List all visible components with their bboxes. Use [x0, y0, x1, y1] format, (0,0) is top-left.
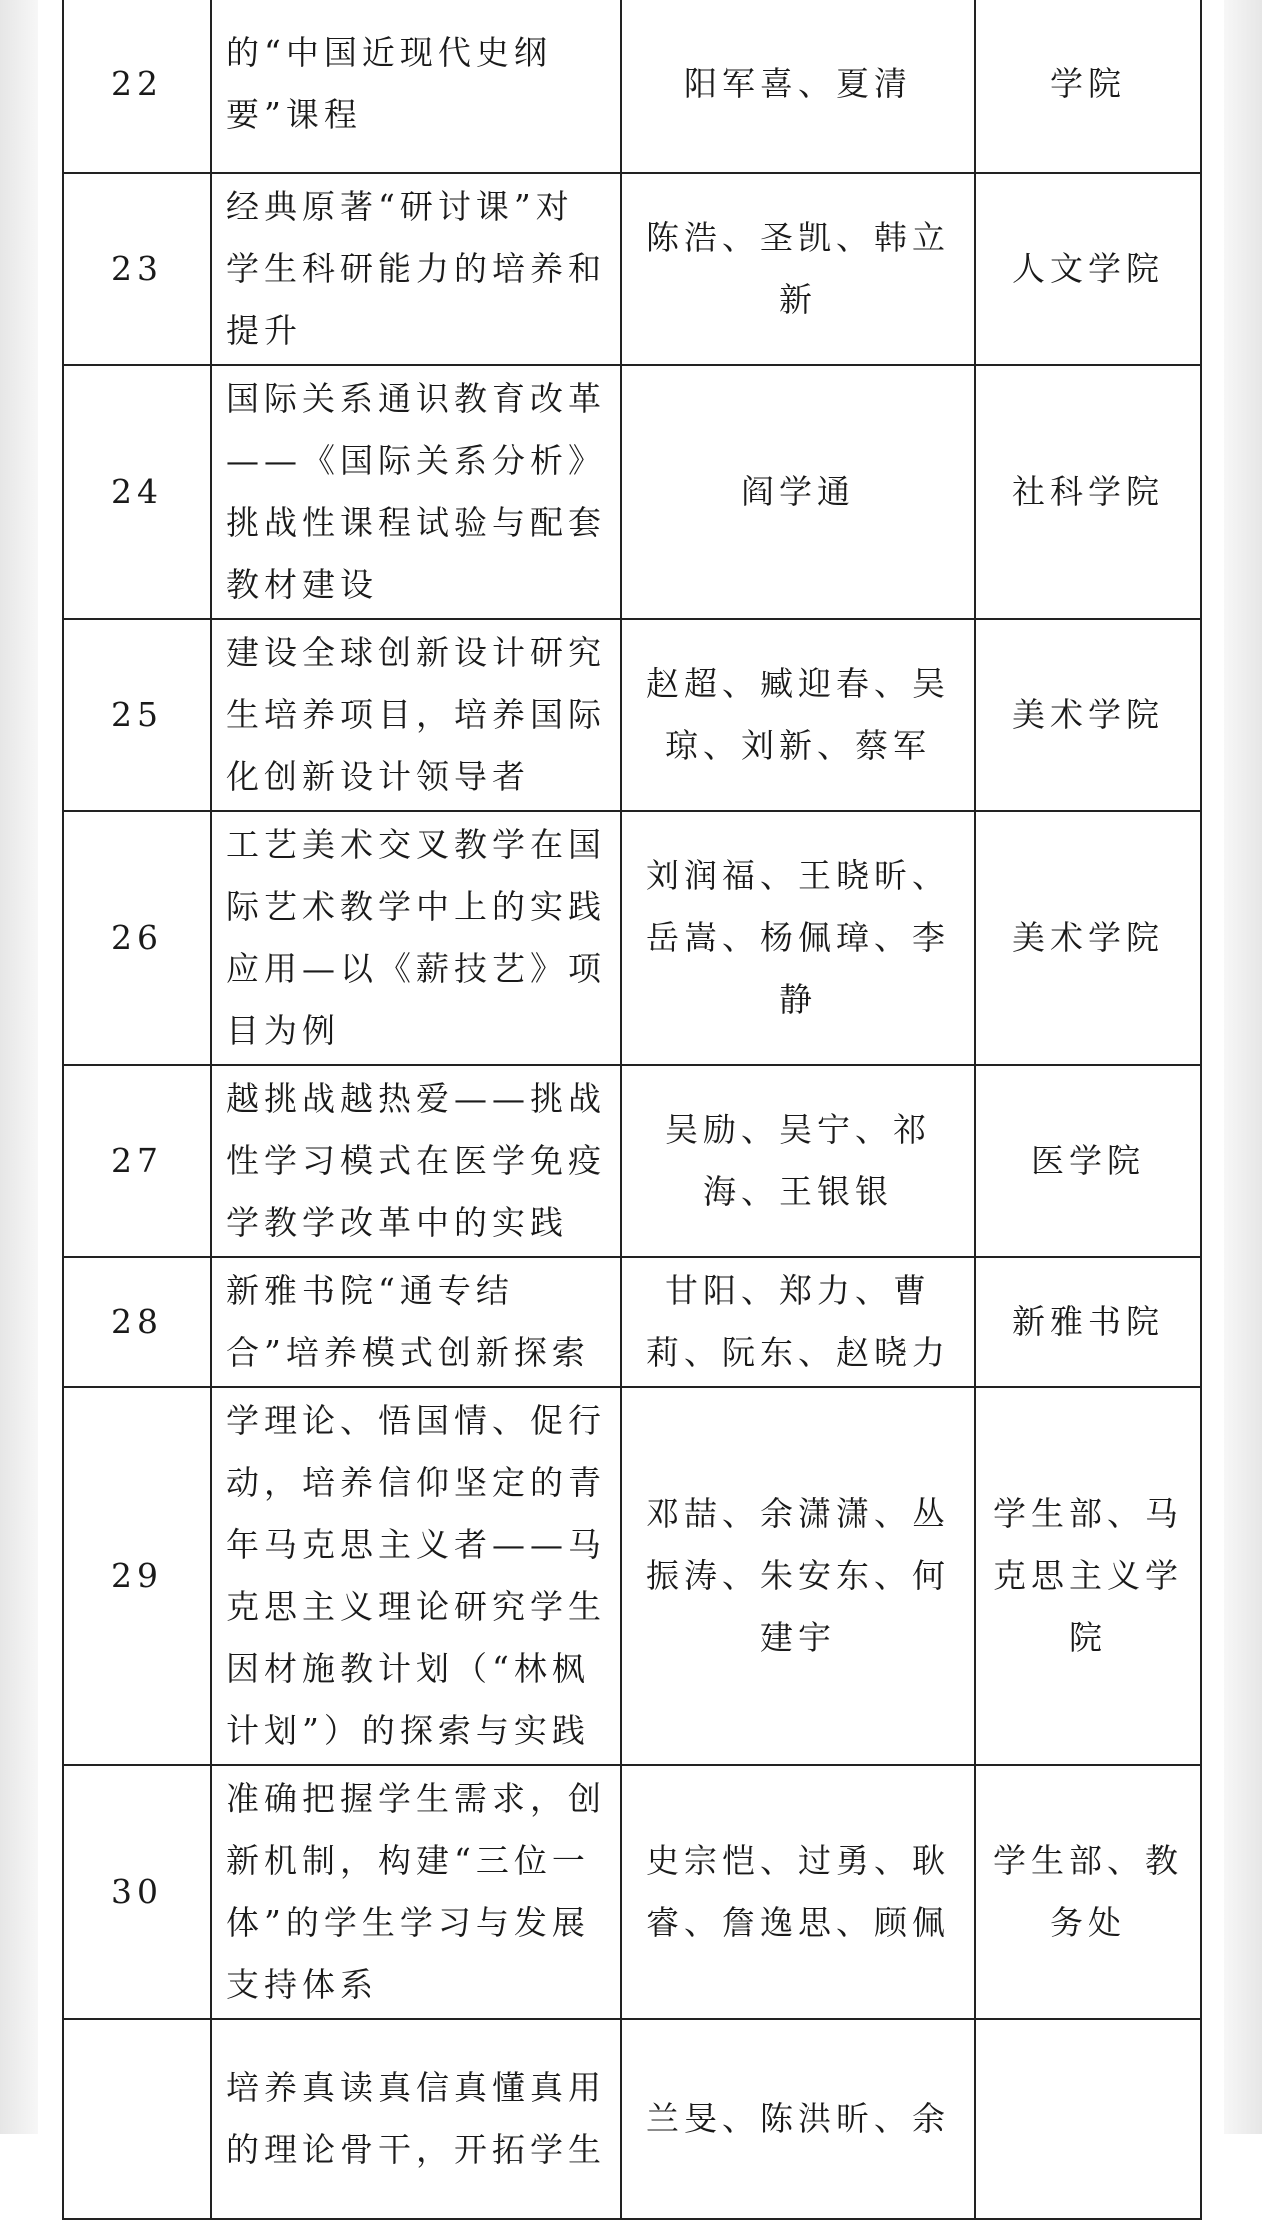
table-row — [63, 1065, 1201, 1257]
project-title-cell — [211, 1387, 621, 1765]
project-members: 陈浩、圣凯、韩立新 — [646, 218, 950, 319]
projects-table-body — [63, 0, 1201, 2219]
project-department: 新雅书院 — [1012, 1302, 1164, 1341]
row-number: 25 — [111, 695, 163, 734]
project-department: 社科学院 — [1012, 472, 1164, 511]
row-number-cell — [63, 811, 211, 1065]
row-number-cell — [63, 1387, 211, 1765]
table-row — [63, 619, 1201, 811]
project-title: 新雅书院“通专结合”培养模式创新探索 — [226, 1271, 590, 1372]
row-number: 24 — [111, 472, 163, 511]
row-number-cell — [63, 173, 211, 365]
project-department: 人文学院 — [1012, 249, 1164, 288]
project-department-cell — [975, 0, 1201, 173]
project-title: 越挑战越热爱——挑战性学习模式在医学免疫学教学改革中的实践 — [226, 1079, 606, 1242]
table-row — [63, 811, 1201, 1065]
row-number: 28 — [111, 1302, 163, 1341]
row-number: 23 — [111, 249, 163, 288]
project-members-cell — [621, 1387, 975, 1765]
table-row — [63, 1765, 1201, 2019]
project-department-cell — [975, 1257, 1201, 1387]
table-row — [63, 0, 1201, 173]
project-members-cell — [621, 365, 975, 619]
table-row — [63, 1387, 1201, 1765]
project-department-cell — [975, 619, 1201, 811]
project-members-cell — [621, 1765, 975, 2019]
project-members: 赵超、臧迎春、吴琼、刘新、蔡军 — [646, 664, 950, 765]
project-members-cell — [621, 173, 975, 365]
row-number: 26 — [111, 918, 163, 957]
row-number: 22 — [111, 64, 163, 103]
project-title: 的“中国近现代史纲要”课程 — [226, 33, 552, 134]
project-members-cell — [621, 2019, 975, 2219]
project-department: 学生部、马克思主义学院 — [993, 1494, 1183, 1657]
project-title-cell — [211, 365, 621, 619]
project-title-cell — [211, 173, 621, 365]
row-number-cell — [63, 0, 211, 173]
project-department: 医学院 — [1031, 1141, 1145, 1180]
project-title-cell — [211, 1257, 621, 1387]
project-department: 美术学院 — [1012, 918, 1164, 957]
project-title-cell — [211, 811, 621, 1065]
project-members-cell — [621, 1065, 975, 1257]
project-title: 工艺美术交叉教学在国际艺术教学中上的实践应用—以《薪技艺》项目为例 — [226, 825, 606, 1050]
project-department: 美术学院 — [1012, 695, 1164, 734]
project-title-cell — [211, 619, 621, 811]
row-number: 30 — [111, 1872, 163, 1911]
project-title: 准确把握学生需求，创新机制，构建“三位一体”的学生学习与发展支持体系 — [226, 1779, 606, 2004]
project-members: 邓喆、余潇潇、丛振涛、朱安东、何建宇 — [646, 1494, 950, 1657]
project-department: 学院 — [1050, 64, 1126, 103]
project-title: 建设全球创新设计研究生培养项目，培养国际化创新设计领导者 — [226, 633, 606, 796]
project-department-cell — [975, 2019, 1201, 2219]
project-members-cell — [621, 811, 975, 1065]
table-row — [63, 365, 1201, 619]
table-row — [63, 1257, 1201, 1387]
project-department-cell — [975, 1387, 1201, 1765]
row-number-cell — [63, 1257, 211, 1387]
project-members-cell — [621, 619, 975, 811]
page-margin-left — [0, 0, 38, 2134]
project-department-cell — [975, 365, 1201, 619]
row-number-cell — [63, 1765, 211, 2019]
table-row — [63, 173, 1201, 365]
row-number: 29 — [111, 1556, 163, 1595]
project-members: 刘润福、王晓昕、岳嵩、杨佩璋、李静 — [646, 856, 950, 1019]
project-members: 吴励、吴宁、祁海、王银银 — [665, 1110, 931, 1211]
project-title: 经典原著“研讨课”对学生科研能力的培养和提升 — [226, 187, 606, 350]
project-members: 甘阳、郑力、曹莉、阮东、赵晓力 — [646, 1271, 950, 1372]
project-department: 学生部、教务处 — [993, 1841, 1183, 1942]
project-members-cell — [621, 1257, 975, 1387]
project-department-cell — [975, 173, 1201, 365]
project-members: 兰旻、陈洪昕、余 — [646, 2099, 950, 2138]
project-title-cell — [211, 1765, 621, 2019]
project-title: 培养真读真信真懂真用的理论骨干，开拓学生 — [226, 2068, 606, 2169]
project-title: 学理论、悟国情、促行动，培养信仰坚定的青年马克思主义者——马克思主义理论研究学生因材施教计划（“林枫计划”）的探索与实践 — [226, 1401, 606, 1750]
project-members: 史宗恺、过勇、耿睿、詹逸思、顾佩 — [646, 1841, 950, 1942]
project-title-cell — [211, 2019, 621, 2219]
project-department-cell — [975, 1065, 1201, 1257]
row-number-cell — [63, 1065, 211, 1257]
projects-table — [62, 0, 1202, 2220]
project-members: 阎学通 — [741, 472, 855, 511]
row-number-cell — [63, 365, 211, 619]
project-title: 国际关系通识教育改革——《国际关系分析》挑战性课程试验与配套教材建设 — [226, 379, 606, 604]
row-number: 27 — [111, 1141, 163, 1180]
row-number-cell — [63, 619, 211, 811]
project-department-cell — [975, 811, 1201, 1065]
project-title-cell — [211, 0, 621, 173]
project-members-cell — [621, 0, 975, 173]
row-number-cell — [63, 2019, 211, 2219]
project-members: 阳军喜、夏清 — [684, 64, 912, 103]
project-department-cell — [975, 1765, 1201, 2019]
page-margin-right — [1224, 0, 1262, 2134]
project-title-cell — [211, 1065, 621, 1257]
table-row — [63, 2019, 1201, 2219]
